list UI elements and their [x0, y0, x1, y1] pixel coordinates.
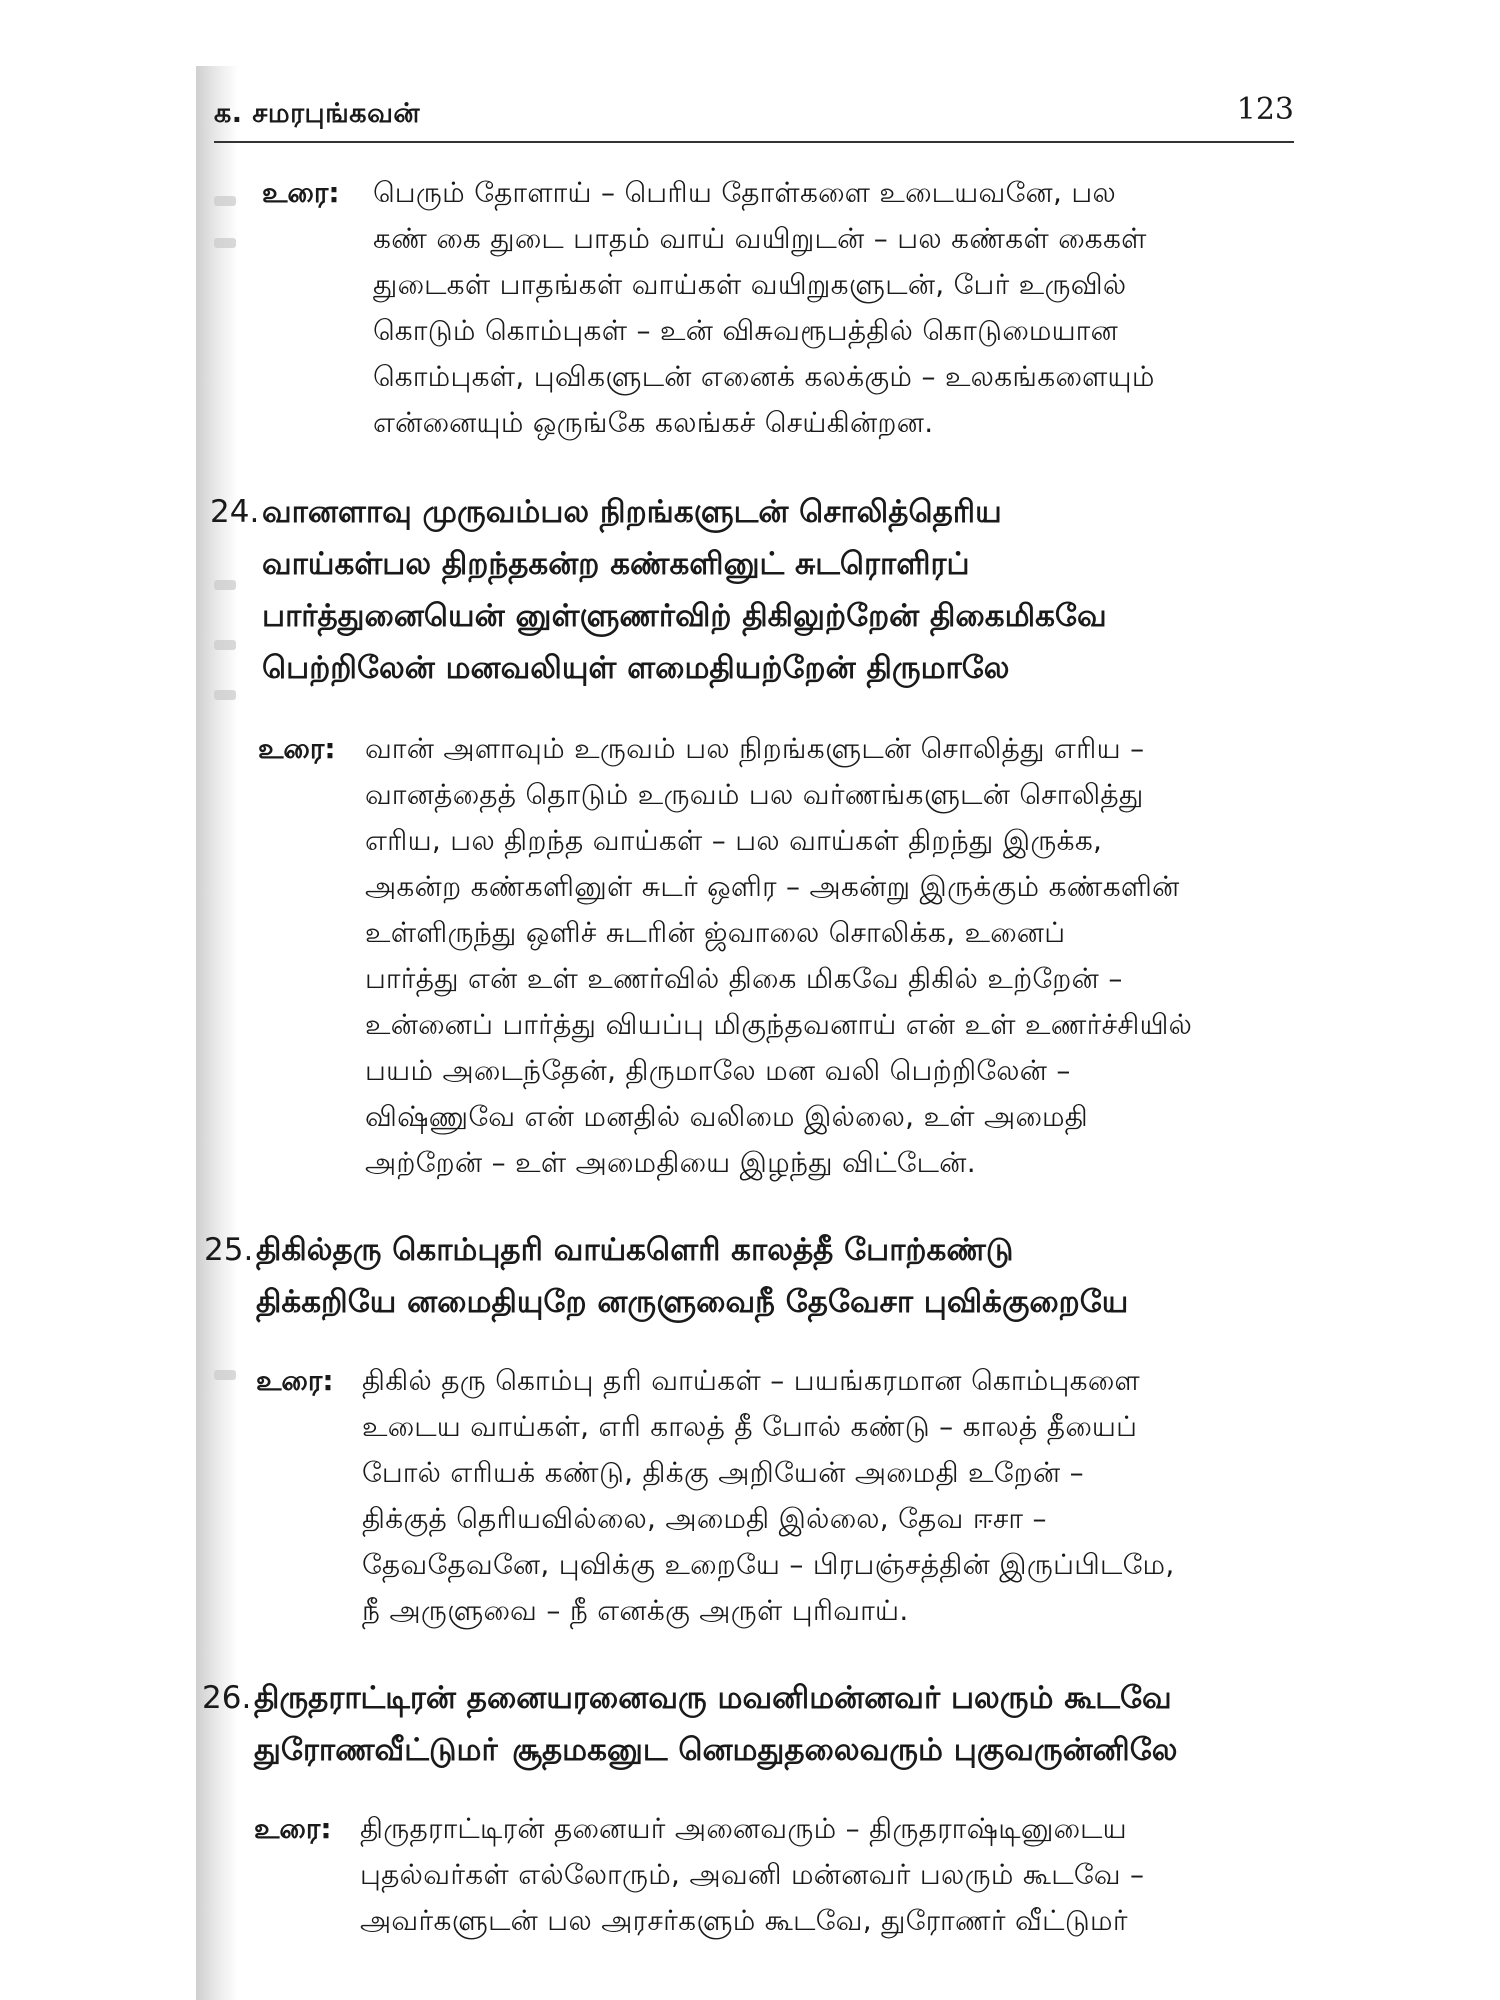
verse-line: திகில்தரு கொம்புதரி வாய்களெரி காலத்தீ போற்கண்டு [256, 1232, 1014, 1268]
running-header [214, 92, 1294, 142]
commentary-line: புதல்வர்கள் எல்லோரும், அவனி மன்னவர் பலரும் கூடவே – [360, 1858, 1145, 1891]
commentary-line: துடைகள் பாதங்கள் வாய்கள் வயிறுகளுடன், பேர் உருவில் [373, 268, 1127, 301]
commentary-line: அகன்ற கண்களினுள் சுடர் ஒளிர – அகன்று இருக்கும் கண்களின் [365, 870, 1180, 903]
commentary-label: உரை: [254, 1812, 332, 1845]
commentary-line: வானத்தைத் தொடும் உருவம் பல வர்ணங்களுடன் சொலித்து [365, 778, 1144, 811]
verse-line: பார்த்துனையென் னுள்ளுணர்விற் திகிலுற்றேன் திகைமிகவே [262, 598, 1107, 634]
commentary-line: எரிய, பல திறந்த வாய்கள் – பல வாய்கள் திறந்து இருக்க, [365, 824, 1103, 857]
commentary-label: உரை: [258, 732, 336, 765]
commentary-line: தேவதேவனே, புவிக்கு உறையே – பிரபஞ்சத்தின் இருப்பிடமே, [362, 1548, 1175, 1581]
verse-number: 25. [204, 1232, 254, 1268]
commentary-line: திகில் தரு கொம்பு தரி வாய்கள் – பயங்கரமான கொம்புகளை [362, 1364, 1140, 1397]
verse-line: வாய்கள்பல திறந்தகன்ற கண்களினுட் சுடரொளிரப் [262, 546, 970, 582]
commentary-line: திக்குத் தெரியவில்லை, அமைதி இல்லை, தேவ ஈசா – [362, 1502, 1047, 1535]
verse-line: திக்கறியே னமைதியுறே னருளுவைநீ தேவேசா புவிக்குறையே [256, 1284, 1129, 1320]
verse-number: 24. [210, 494, 260, 530]
header-rule [214, 141, 1294, 143]
commentary-line: அற்றேன் – உள் அமைதியை இழந்து விட்டேன். [365, 1146, 976, 1179]
verse-line: வானளாவு முருவம்பல நிறங்களுடன் சொலித்தெரிய [262, 494, 1002, 530]
commentary-line: உடைய வாய்கள், எரி காலத் தீ போல் கண்டு – காலத் தீயைப் [362, 1410, 1138, 1443]
commentary-line: என்னையும் ஒருங்கே கலங்கச் செய்கின்றன. [373, 406, 934, 439]
verse-line: பெற்றிலேன் மனவலியுள் ளமைதியற்றேன் திருமாலே [262, 650, 1010, 686]
verse-number: 26. [202, 1680, 252, 1716]
commentary-line: திருதராட்டிரன் தனையர் அனைவரும் – திருதராஷ்டினுடைய [360, 1812, 1127, 1845]
commentary-line: உள்ளிருந்து ஒளிச் சுடரின் ஜ்வாலை சொலிக்க, உனைப் [365, 916, 1066, 949]
commentary-line: போல் எரியக் கண்டு, திக்கு அறியேன் அமைதி உறேன் – [362, 1456, 1084, 1489]
commentary-line: பெரும் தோளாய் – பெரிய தோள்களை உடையவனே, பல [373, 176, 1117, 209]
commentary-line: கொடும் கொம்புகள் – உன் விசுவரூபத்தில் கொடுமையான [373, 314, 1119, 347]
commentary-line: அவர்களுடன் பல அரசர்களும் கூடவே, துரோணர் வீட்டுமர் [360, 1904, 1128, 1937]
verse-line: திருதராட்டிரன் தனையரனைவரு மவனிமன்னவர் பலரும் கூடவே [254, 1680, 1172, 1716]
commentary-line: விஷ்ணுவே என் மனதில் வலிமை இல்லை, உள் அமைதி [365, 1100, 1089, 1133]
commentary-label: உரை: [262, 176, 340, 209]
commentary-line: நீ அருளுவை – நீ எனக்கு அருள் புரிவாய். [362, 1594, 909, 1627]
running-title: க. சமரபுங்கவன் [214, 98, 421, 129]
commentary-line: பயம் அடைந்தேன், திருமாலே மன வலி பெற்றிலேன் – [365, 1054, 1071, 1087]
commentary-line: கொம்புகள், புவிகளுடன் எனைக் கலக்கும் – உலகங்களையும் [373, 360, 1155, 393]
verse-line: துரோணவீட்டுமா் சூதமகனுட னெமதுதலைவரும் புகுவருன்னிலே [254, 1732, 1178, 1768]
page-number: 123 [1236, 92, 1294, 127]
commentary-line: வான் அளாவும் உருவம் பல நிறங்களுடன் சொலித்து எரிய – [365, 732, 1145, 765]
commentary-line: உன்னைப் பார்த்து வியப்பு மிகுந்தவனாய் என் உள் உணர்ச்சியில் [365, 1008, 1193, 1041]
commentary-line: கண் கை துடை பாதம் வாய் வயிறுடன் – பல கண்கள் கைகள் [373, 222, 1147, 255]
commentary-line: பார்த்து என் உள் உணர்வில் திகை மிகவே திகில் உற்றேன் – [365, 962, 1123, 995]
commentary-label: உரை: [256, 1364, 334, 1397]
